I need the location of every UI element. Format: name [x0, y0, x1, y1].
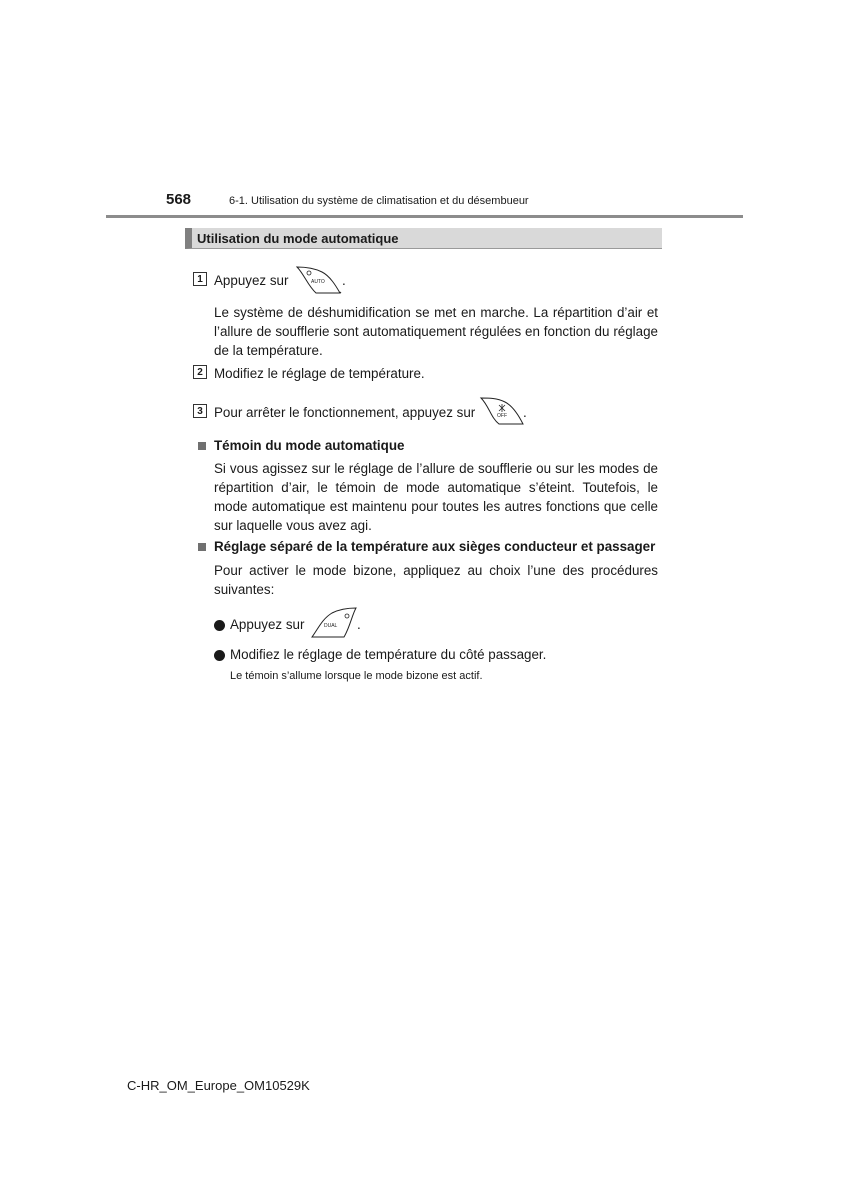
breadcrumb: 6-1. Utilisation du système de climatisation et du désembueur [229, 195, 529, 207]
section-title: Utilisation du mode automatique [197, 231, 399, 246]
indicator-heading: Témoin du mode automatique [214, 438, 405, 453]
auto-button-label: AUTO [311, 279, 325, 285]
step-2-text: Modifiez le réglage de température. [214, 366, 425, 381]
section-heading-bar [185, 228, 662, 249]
bullet [214, 620, 225, 631]
dual-button-icon [310, 607, 358, 639]
dual-button-label: DUAL [324, 623, 338, 629]
step-1-trailing-period: . [342, 273, 346, 288]
header-divider [106, 215, 743, 218]
bullet [214, 650, 225, 661]
document-code: C-HR_OM_Europe_OM10529K [127, 1078, 310, 1093]
step-number-1: 1 [193, 272, 207, 286]
dual-bullet-2-text: Modifiez le réglage de température du côté passager. [230, 647, 547, 662]
dual-bullet-1-text: Appuyez sur [230, 617, 305, 632]
page-number: 568 [166, 191, 192, 208]
dual-note: Le témoin s’allume lorsque le mode bizone est actif. [230, 670, 483, 682]
dual-bullet-1-trailing-period: . [357, 617, 361, 632]
fan-off-button-label: OFF [497, 413, 507, 419]
dual-body: Pour activer le mode bizone, appliquez au choix l’une des procédures suivantes: [214, 563, 658, 597]
step-number-2: 2 [193, 365, 207, 379]
step-1-text: Appuyez sur [214, 273, 289, 288]
subsection-marker [198, 543, 206, 551]
indicator-body: Si vous agissez sur le réglage de l’allure de soufflerie ou sur les modes de répartition d’air, le témoin de mode automatique s’éteint. Toutefois, le mode automatique est maintenu pour toutes les autres fonctions que celle sur laquelle vous avez agi. [214, 461, 658, 533]
subsection-marker [198, 442, 206, 450]
step-3-text: Pour arrêter le fonctionnement, appuyez sur [214, 405, 476, 420]
dual-heading: Réglage séparé de la température aux sièges conducteur et passager [214, 539, 656, 554]
step-1-description: Le système de déshumidification se met en marche. La répartition d’air et l’allure de soufflerie sont automatiquement régulées en fonction du réglage de la température. [214, 305, 658, 358]
step-number-3: 3 [193, 404, 207, 418]
auto-button-icon [296, 266, 342, 294]
step-3-trailing-period: . [523, 405, 527, 420]
fan-off-button-icon [479, 396, 525, 426]
